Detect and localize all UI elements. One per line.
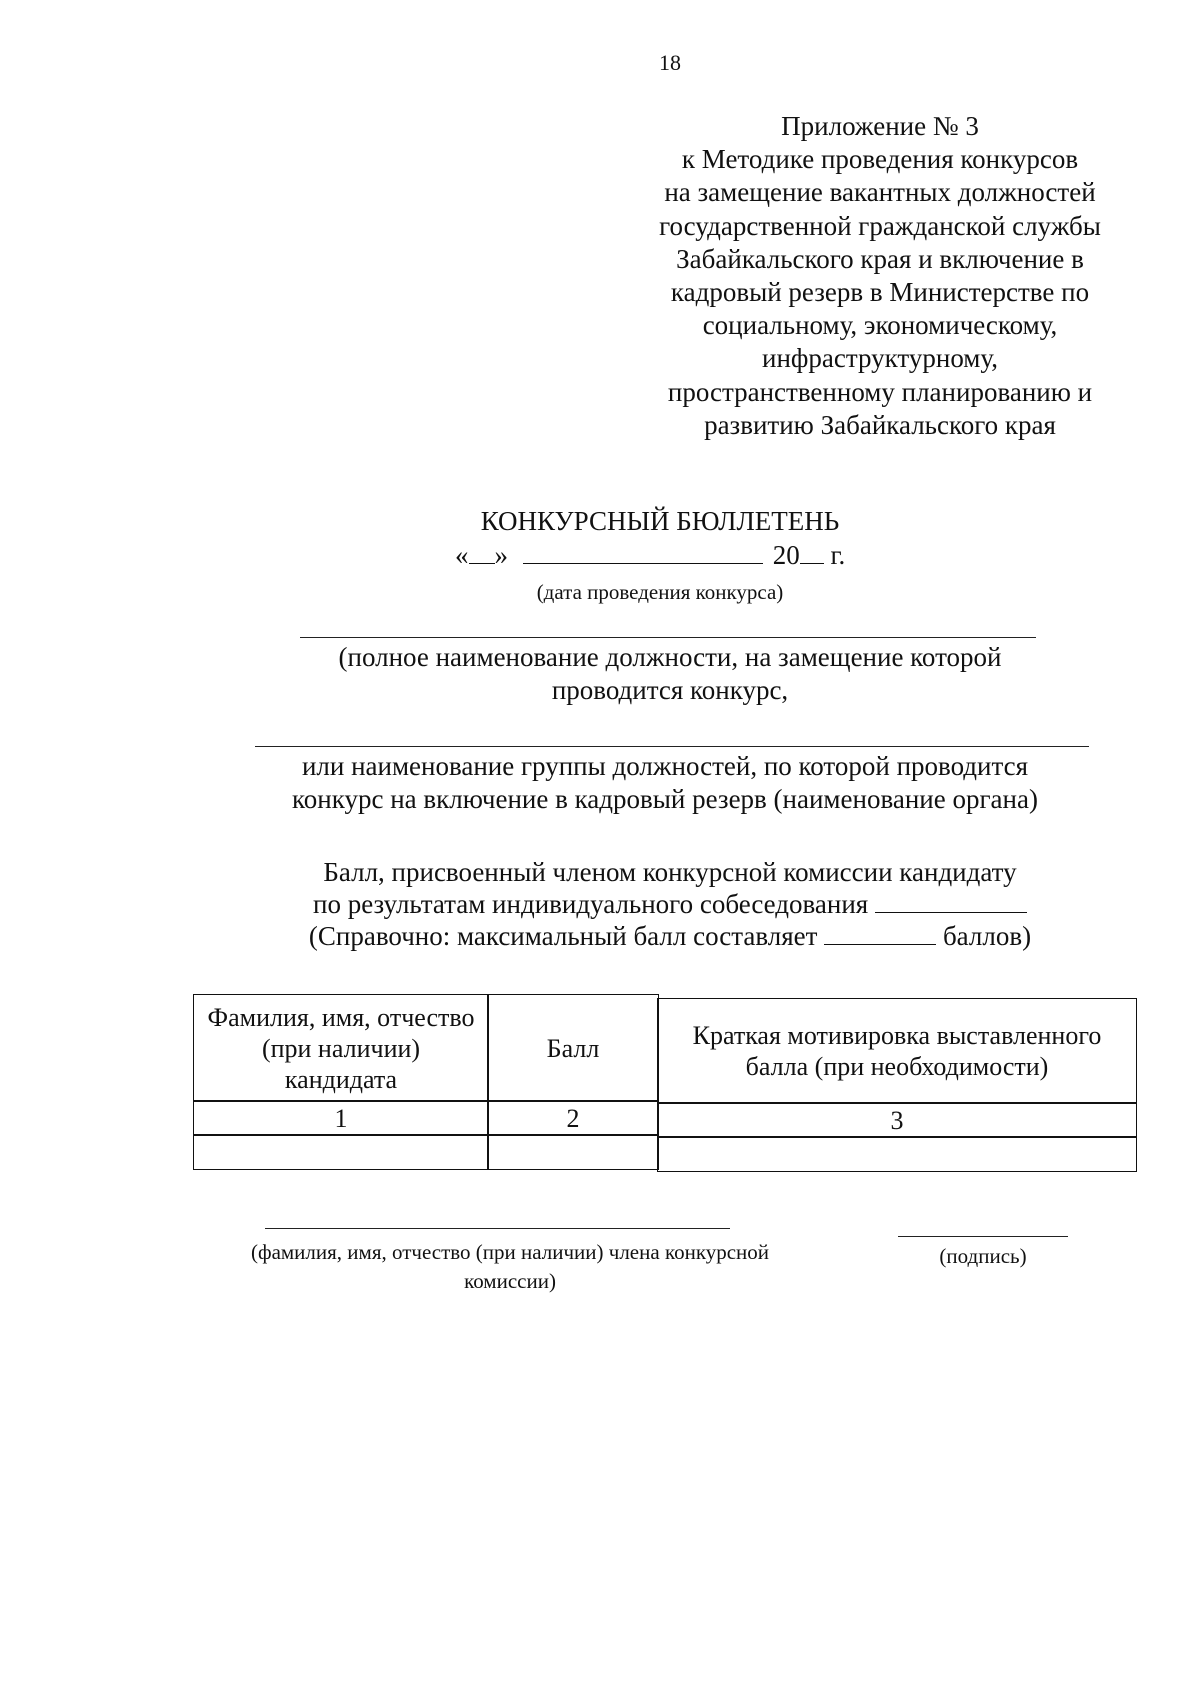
- year-blank[interactable]: [800, 561, 824, 564]
- position-hint: [290, 641, 1050, 707]
- group-hint: [255, 750, 1075, 816]
- day-blank[interactable]: [469, 561, 495, 564]
- table-empty-cell[interactable]: [487, 1134, 659, 1170]
- member-name-hint-line: (фамилия, имя, отчество (при наличии) члена конкурсной: [250, 1240, 770, 1264]
- score-blank[interactable]: [875, 912, 1027, 913]
- table-empty-cell[interactable]: [193, 1134, 489, 1170]
- table-header-cell: [657, 998, 1137, 1104]
- table-number-cell: 3: [657, 1102, 1137, 1138]
- date-hint: (дата проведения конкурса): [536, 580, 784, 604]
- member-name-hint: [200, 1238, 820, 1296]
- group-hint-line: конкурс на включение в кадровый резерв (наименование органа): [292, 784, 1038, 814]
- annex-line: Приложение № 3: [781, 111, 979, 141]
- score-line-text: по результатам индивидуального собеседования: [313, 889, 869, 919]
- annex-line: пространственному планированию и: [667, 376, 1093, 407]
- score-line: [270, 888, 1070, 920]
- header-line: (при наличии): [261, 1033, 421, 1063]
- annex-line: кадровый резерв в Министерстве по: [670, 277, 1090, 308]
- month-blank[interactable]: [523, 561, 763, 564]
- annex-line: развитию Забайкальского края: [704, 409, 1056, 440]
- max-score-text: (Справочно: максимальный балл составляет: [308, 921, 818, 951]
- score-table: [193, 992, 1137, 1172]
- annex-line: к Методике проведения конкурсов: [681, 144, 1079, 175]
- member-name-line[interactable]: [265, 1228, 730, 1229]
- year-prefix: 20: [772, 540, 800, 570]
- annex-reference: [620, 110, 1140, 442]
- group-hint-line: или наименование группы должностей, по которой проводится: [301, 751, 1029, 781]
- date-close-quote: »: [494, 540, 508, 570]
- group-name-line[interactable]: [255, 746, 1089, 747]
- position-name-line[interactable]: [300, 637, 1036, 638]
- form-title: КОНКУРСНЫЙ БЮЛЛЕТЕНЬ: [480, 506, 840, 536]
- table-header-cell: [487, 994, 659, 1102]
- header-line: Балл: [546, 1033, 600, 1063]
- max-score-blank[interactable]: [824, 944, 936, 945]
- page-number: 18: [659, 50, 681, 75]
- signature-line[interactable]: [898, 1236, 1068, 1237]
- year-suffix: г.: [830, 540, 846, 570]
- header-line: Фамилия, имя, отчество: [207, 1002, 475, 1032]
- score-line: Балл, присвоенный членом конкурсной комиссии кандидату: [323, 857, 1017, 887]
- annex-line: государственной гражданской службы: [659, 210, 1101, 241]
- table-number-cell: 1: [193, 1100, 489, 1136]
- annex-line: на замещение вакантных должностей: [664, 177, 1096, 208]
- position-hint-line: проводится конкурс,: [551, 675, 789, 705]
- annex-line: Забайкальского края и включение в: [676, 243, 1084, 274]
- table-number-cell: 2: [487, 1100, 659, 1136]
- position-hint-line: (полное наименование должности, на замещение которой: [338, 642, 1002, 672]
- date-open-quote: «: [455, 540, 469, 570]
- member-name-hint-line: комиссии): [464, 1269, 556, 1293]
- header-line: Краткая мотивировка выставленного: [692, 1021, 1102, 1050]
- date-field[interactable]: [455, 540, 895, 571]
- header-line: балла (при необходимости): [745, 1052, 1049, 1081]
- table-empty-cell[interactable]: [657, 1136, 1137, 1172]
- signature-hint: (подпись): [939, 1244, 1027, 1268]
- score-statement: [270, 856, 1070, 952]
- annex-line: социальному, экономическому,: [702, 310, 1058, 341]
- header-line: кандидата: [284, 1064, 398, 1094]
- annex-line: инфраструктурному,: [762, 343, 998, 374]
- table-header-cell: [193, 994, 489, 1102]
- score-line: [270, 920, 1070, 952]
- max-score-suffix: баллов): [942, 921, 1032, 951]
